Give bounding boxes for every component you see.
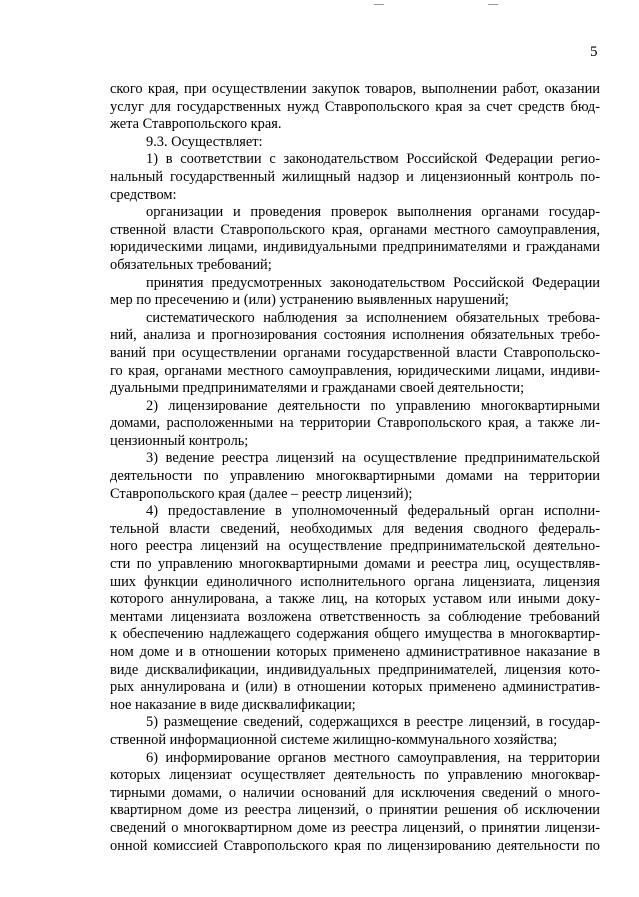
text-line: ших функции единоличного исполнительного органа лицензиата, лицензия	[110, 573, 600, 590]
text-line: тирными домами, о наличии оснований для исключения сведений о много-	[110, 784, 600, 801]
text-line: к обеспечению надлежащего содержания общего имущества в многоквартир-	[110, 626, 600, 643]
text-line: 2) лицензирование деятельности по управлению многоквартирными	[146, 397, 600, 414]
text-line: ваний при осуществлении органами государственной власти Ставропольско-	[110, 344, 600, 361]
text-line: го края, органами местного самоуправления, юридическими лицами, индиви-	[110, 362, 600, 379]
text-line: юридическими лицами, индивидуальными предпринимателями и гражданами	[110, 239, 600, 256]
text-line: сти по управлению многоквартирными домами и реестра лиц, осуществляв-	[110, 556, 600, 573]
text-line: обязательных требований;	[110, 256, 272, 273]
text-line: ского края, при осуществлении закупок товаров, выполнении работ, оказании	[110, 81, 600, 97]
text-line: 4) предоставление в уполномоченный федеральный орган исполни-	[146, 503, 600, 520]
text-line: домами, расположенными на территории Ставропольского края, а также ли-	[110, 415, 600, 432]
text-line: 9.3. Осуществляет:	[146, 133, 263, 150]
text-line: услуг для государственных нужд Ставропольского края за счет средств бюд-	[110, 98, 600, 115]
text-line: ном доме и в отношении которых применено административное наказание в	[110, 644, 600, 660]
page-number: 5	[590, 44, 598, 60]
text-line: организации и проведения проверок выполнения органами государ-	[146, 204, 600, 221]
text-line: которых лицензиат осуществляет деятельность по управлению многоквар-	[110, 767, 600, 784]
text-line: 6) информирование органов местного самоуправления, на территории	[146, 749, 600, 766]
text-line: 3) ведение реестра лицензий на осуществление предпринимательской	[146, 450, 600, 467]
text-line: средством:	[110, 186, 177, 203]
text-line: нальный государственный жилищный надзор и лицензионный контроль по-	[110, 168, 600, 185]
text-line: мер по пресечению и (или) устранению выявленных нарушений;	[110, 292, 509, 309]
text-line: квартирном доме из реестра лицензий, о принятии решения об исключении	[110, 802, 600, 819]
text-line: принятия предусмотренных законодательством Российской Федерации	[146, 274, 600, 291]
page-body-text	[110, 81, 600, 855]
text-line: деятельности по управлению многоквартирными домами на территории	[110, 468, 600, 485]
text-line: которого аннулирована, а также лиц, на которых уставом или иными доку-	[110, 591, 600, 608]
text-line: систематического наблюдения за исполнением обязательных требова-	[146, 309, 600, 326]
text-line: сведений о многоквартирном доме из реестра лицензий, о принятии лицензи-	[110, 819, 600, 836]
text-line: жета Ставропольского края.	[110, 116, 282, 133]
text-line: 5) размещение сведений, содержащихся в реестре лицензий, в государ-	[146, 714, 600, 731]
scan-mark-left	[374, 4, 384, 5]
text-line: ний, анализа и прогнозирования состояния исполнения обязательных требо-	[110, 327, 600, 344]
text-line: Ставропольского края (далее – реестр лицензий);	[110, 485, 413, 502]
text-line: ственной власти Ставропольского края, органами местного самоуправления,	[110, 221, 600, 238]
text-line: 1) в соответствии с законодательством Российской Федерации регио-	[146, 151, 600, 168]
scan-mark-right	[488, 4, 498, 5]
text-line: онной комиссией Ставропольского края по лицензированию деятельности по	[110, 837, 600, 854]
text-line: ного реестра лицензий на осуществление предпринимательской деятельно-	[110, 538, 600, 555]
text-line: ственной информационной системе жилищно-коммунального хозяйства;	[110, 731, 558, 748]
text-line: ментами лицензиата возложена ответственность за соблюдение требований	[110, 608, 600, 625]
text-line: рых аннулирована и (или) в отношении которых применено административ-	[110, 679, 600, 696]
text-line: дуальными предпринимателями и гражданами своей деятельности;	[110, 380, 525, 397]
text-line: виде дисквалификации, индивидуальных предпринимателей, лицензия кото-	[110, 661, 600, 678]
text-line: цензионный контроль;	[110, 432, 249, 449]
text-line: тельной власти сведений, необходимых для ведения сводного федераль-	[110, 520, 600, 537]
text-line: ное наказание в виде дисквалификации;	[110, 696, 356, 713]
